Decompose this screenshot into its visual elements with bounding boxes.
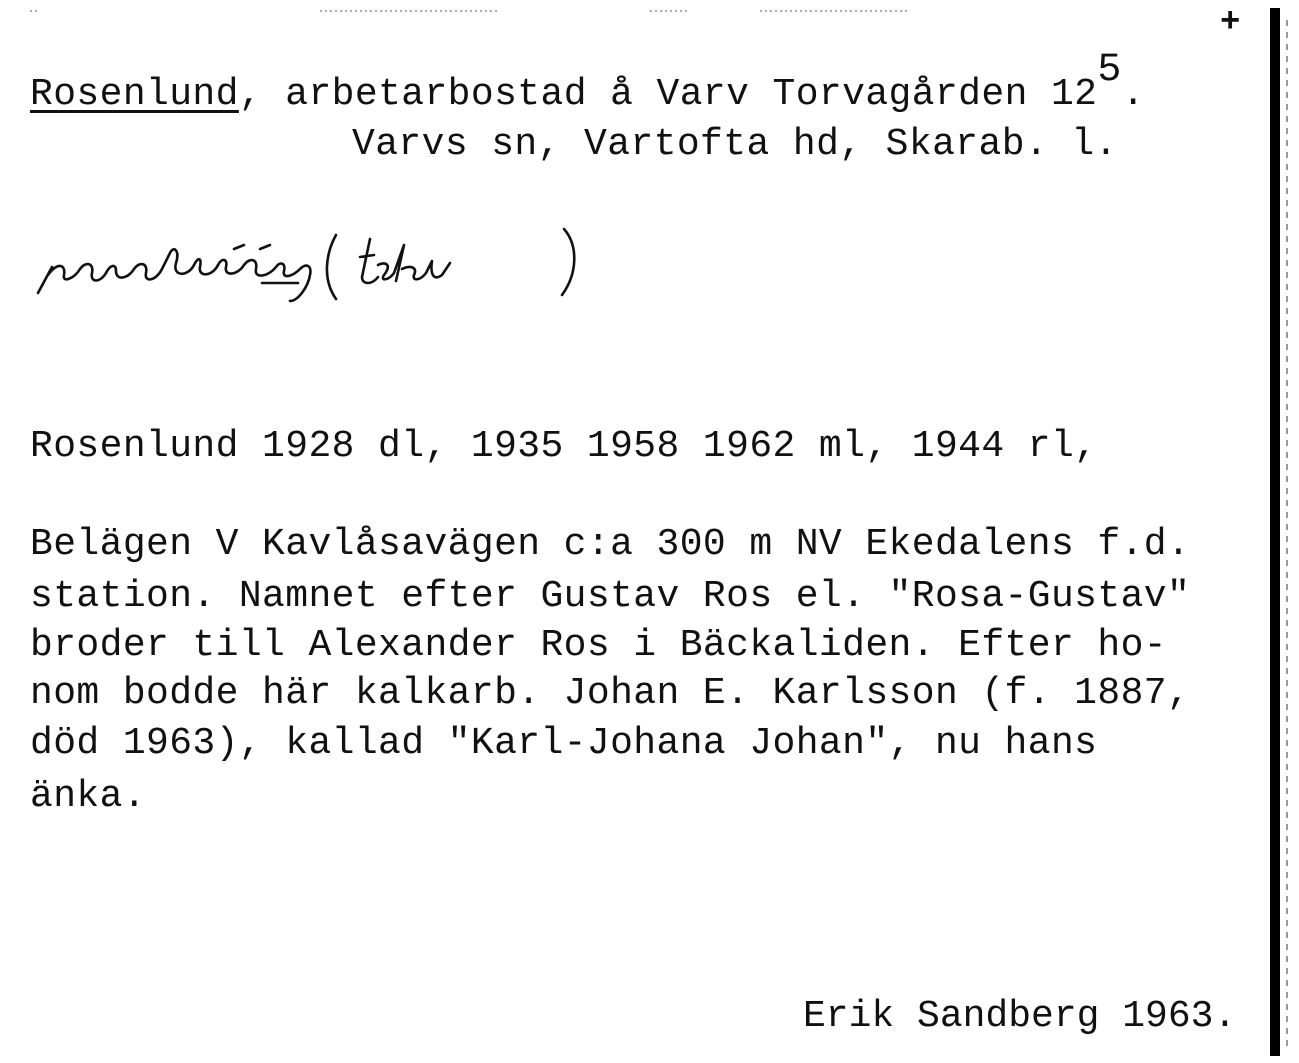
place-name: Rosenlund: [30, 73, 239, 116]
handwritten-note: [30, 205, 590, 305]
card-right-edge-dashes: [1286, 20, 1288, 1050]
description-line: död 1963), kallad "Karl-Johana Johan", nu hans: [30, 722, 1098, 765]
scan-artifact-dots: [30, 10, 40, 12]
author-signature: Erik Sandberg 1963.: [803, 995, 1237, 1038]
location-line: Varvs sn, Vartofta hd, Skarab. l.: [352, 123, 1118, 166]
sources-line: Rosenlund 1928 dl, 1935 1958 1962 ml, 1944 rl,: [30, 425, 1098, 468]
description-line: Belägen V Kavlåsavägen c:a 300 m NV Ekedalens f.d.: [30, 523, 1191, 566]
card-right-edge: [1270, 8, 1280, 1056]
heading-superscript: 5: [1097, 48, 1122, 93]
scan-artifact-dots: [320, 10, 500, 12]
description-line: station. Namnet efter Gustav Ros el. "Rosa-Gustav": [30, 575, 1191, 618]
description-line: änka.: [30, 775, 147, 818]
heading-rest: , arbetarbostad å Varv Torvagården 12: [238, 73, 1098, 116]
heading-line: [30, 48, 1146, 116]
scan-artifact-dots: [760, 10, 910, 12]
scan-artifact-dots: [650, 10, 690, 12]
corner-plus-mark: +: [1220, 4, 1241, 42]
description-line: nom bodde här kalkarb. Johan E. Karlsson (f. 1887,: [30, 672, 1191, 715]
description-line: broder till Alexander Ros i Bäckaliden. Efter ho-: [30, 624, 1167, 667]
heading-end: .: [1121, 73, 1146, 116]
